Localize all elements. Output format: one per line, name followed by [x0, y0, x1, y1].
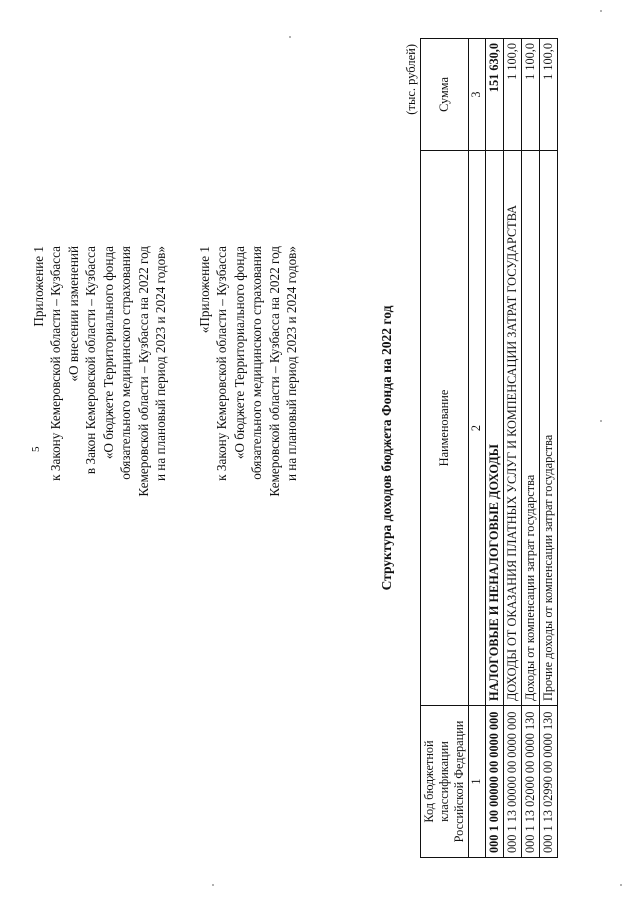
- appendix-line: Приложение 1: [31, 246, 46, 327]
- budget-code-cell: 000 1 13 02990 00 0000 130: [539, 706, 557, 858]
- appendix-line: Кемеровской области – Кузбасса на 2022 год: [135, 246, 151, 497]
- column-header-code: Код бюджетной классификации Российской Федерации: [421, 706, 469, 858]
- page-number: 5: [30, 446, 42, 452]
- document-title: Структура доходов бюджета Фонда на 2022 год: [379, 305, 394, 591]
- sum-cell: 1 100,0: [503, 39, 521, 151]
- scan-speck: [212, 884, 214, 886]
- document-page: [22, 38, 640, 858]
- revenue-name-cell: Прочие доходы от компенсации затрат государства: [539, 151, 557, 706]
- column-number: 3: [469, 39, 486, 151]
- column-header-sum: Сумма: [421, 39, 469, 151]
- appendix-line: Кемеровской области – Кузбасса на 2022 год: [266, 246, 282, 497]
- appendix-header: [30, 246, 169, 626]
- table-row: [539, 39, 557, 858]
- budget-code-cell: 000 1 13 02000 00 0000 130: [521, 706, 539, 858]
- appendix-line: к Закону Кемеровской области – Кузбасса: [214, 246, 230, 481]
- appendix-line: в Закон Кемеровской области – Кузбасса: [83, 246, 99, 475]
- budget-code-cell: 000 1 13 00000 00 0000 000: [503, 706, 521, 858]
- appendix-original-header: [196, 246, 301, 626]
- appendix-line: и на плановый период 2023 и 2024 годов»: [152, 246, 168, 482]
- scan-speck: [620, 884, 622, 886]
- budget-code-cell: 000 1 00 00000 00 0000 000: [485, 706, 503, 858]
- column-header-name: Наименование: [421, 151, 469, 706]
- revenue-table: [420, 38, 558, 858]
- sum-cell: 1 100,0: [521, 39, 539, 151]
- appendix-line: «О бюджете Территориального фонда: [231, 246, 247, 460]
- appendix-line: к Закону Кемеровской области – Кузбасса: [48, 246, 64, 481]
- table-row: [503, 39, 521, 858]
- sum-cell: 1 100,0: [539, 39, 557, 151]
- appendix-line: «Приложение 1: [197, 246, 212, 334]
- appendix-line: и на плановый период 2023 и 2024 годов»: [284, 246, 300, 482]
- column-number: 2: [469, 151, 486, 706]
- appendix-line: обязательного медицинского страхования: [118, 246, 134, 480]
- appendix-line: обязательного медицинского страхования: [249, 246, 265, 480]
- table-row: [485, 39, 503, 858]
- scan-speck: [600, 10, 602, 12]
- revenue-name-cell: ДОХОДЫ ОТ ОКАЗАНИЯ ПЛАТНЫХ УСЛУГ И КОМПЕНСАЦИИ ЗАТРАТ ГОСУДАРСТВА: [503, 151, 521, 706]
- appendix-line: «О бюджете Территориального фонда: [100, 246, 116, 460]
- table-header-row: [421, 39, 469, 858]
- appendix-line: «О внесении изменений: [65, 246, 81, 382]
- table-row: [521, 39, 539, 858]
- revenue-name-cell: Доходы от компенсации затрат государства: [521, 151, 539, 706]
- sum-cell: 151 630,0: [485, 39, 503, 151]
- units-label: (тыс. рублей): [404, 44, 418, 115]
- revenue-name-cell: НАЛОГОВЫЕ И НЕНАЛОГОВЫЕ ДОХОДЫ: [485, 151, 503, 706]
- column-number-row: [469, 39, 486, 858]
- column-number: 1: [469, 706, 486, 858]
